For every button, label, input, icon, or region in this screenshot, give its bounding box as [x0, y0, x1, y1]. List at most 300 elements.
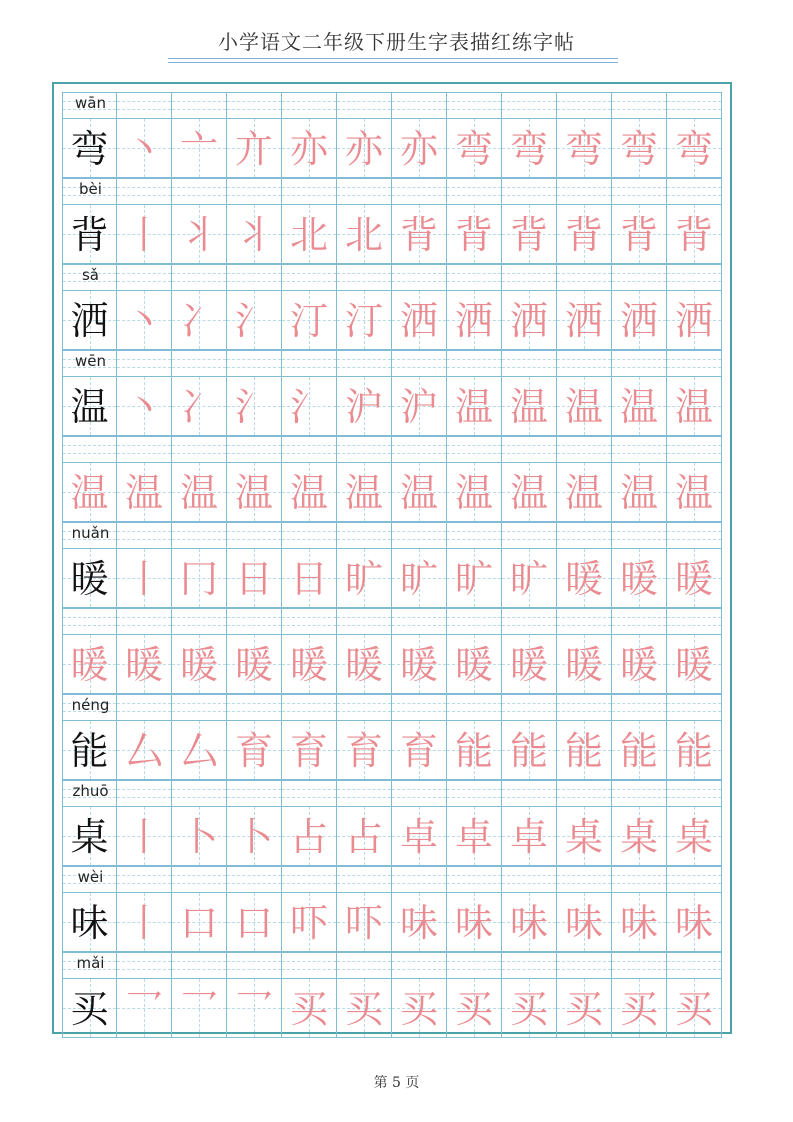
pinyin-cell	[227, 178, 282, 204]
writing-cell[interactable]	[502, 290, 557, 350]
writing-cell[interactable]	[447, 892, 502, 952]
writing-cell[interactable]	[227, 118, 282, 178]
trace-stroke-stage: 亣	[234, 127, 273, 171]
pinyin-cell	[447, 694, 502, 720]
trace-stroke-stage: 背	[564, 213, 603, 257]
spacer-cell	[172, 436, 227, 462]
writing-cell[interactable]	[337, 118, 392, 178]
trace-stroke-stage: 暖	[564, 557, 603, 601]
writing-cell[interactable]	[502, 978, 557, 1038]
writing-cell[interactable]	[502, 462, 557, 522]
writing-cell[interactable]	[282, 634, 337, 694]
pinyin-cell	[117, 694, 172, 720]
writing-cell[interactable]	[117, 548, 172, 608]
pinyin-cell	[62, 522, 117, 548]
writing-cell[interactable]	[282, 204, 337, 264]
writing-cell[interactable]	[172, 118, 227, 178]
trace-stroke-stage: 味	[399, 901, 438, 945]
pinyin-cell	[392, 350, 447, 376]
writing-cell[interactable]	[62, 376, 117, 436]
trace-stroke-stage: 汀	[344, 299, 383, 343]
writing-cell[interactable]	[172, 806, 227, 866]
writing-cell[interactable]	[62, 548, 117, 608]
writing-cell[interactable]	[502, 118, 557, 178]
writing-cell[interactable]	[62, 806, 117, 866]
writing-cell[interactable]	[392, 634, 447, 694]
character-row	[62, 892, 722, 952]
trace-character: 暖	[674, 643, 713, 687]
writing-cell[interactable]	[447, 548, 502, 608]
trace-stroke-stage: 味	[454, 901, 493, 945]
writing-cell[interactable]	[557, 634, 612, 694]
trace-stroke-stage: 占	[344, 815, 383, 859]
writing-cell[interactable]	[282, 462, 337, 522]
trace-stroke-stage: 旷	[344, 557, 383, 601]
pinyin-cell	[447, 264, 502, 290]
writing-cell[interactable]	[227, 720, 282, 780]
spacer-cell	[557, 608, 612, 634]
pinyin-cell	[502, 92, 557, 118]
pinyin-cell	[447, 92, 502, 118]
writing-cell[interactable]	[502, 720, 557, 780]
trace-stroke-stage: 旷	[454, 557, 493, 601]
writing-cell[interactable]	[62, 720, 117, 780]
pinyin-label: sǎ	[81, 266, 99, 284]
trace-stroke-stage: 卜	[179, 815, 218, 859]
pinyin-cell	[172, 780, 227, 806]
writing-cell[interactable]	[392, 892, 447, 952]
writing-cell[interactable]	[447, 978, 502, 1038]
writing-cell[interactable]	[392, 118, 447, 178]
writing-cell[interactable]	[172, 892, 227, 952]
trace-stroke-stage: 乛	[124, 987, 163, 1031]
writing-cell[interactable]	[447, 376, 502, 436]
writing-cell[interactable]	[392, 376, 447, 436]
trace-stroke-stage: 暖	[674, 557, 713, 601]
writing-cell[interactable]	[282, 978, 337, 1038]
trace-stroke-stage: 能	[674, 729, 713, 773]
writing-cell[interactable]	[502, 204, 557, 264]
writing-cell[interactable]	[557, 720, 612, 780]
writing-cell[interactable]	[62, 204, 117, 264]
pinyin-cell	[667, 866, 722, 892]
trace-character: 暖	[179, 643, 218, 687]
writing-cell[interactable]	[62, 462, 117, 522]
pinyin-row	[62, 522, 722, 548]
writing-cell[interactable]	[667, 806, 722, 866]
trace-stroke-stage: 卓	[399, 815, 438, 859]
trace-stroke-stage: 厶	[179, 729, 218, 773]
trace-stroke-stage: 丨	[124, 557, 163, 601]
pinyin-cell	[502, 952, 557, 978]
spacer-row	[62, 608, 722, 634]
writing-cell[interactable]	[337, 978, 392, 1038]
trace-character: 温	[124, 471, 163, 515]
writing-cell[interactable]	[667, 978, 722, 1038]
trace-stroke-stage: 暖	[619, 557, 658, 601]
practice-sheet	[52, 82, 732, 1034]
trace-stroke-stage: 能	[454, 729, 493, 773]
writing-cell[interactable]	[612, 290, 667, 350]
pinyin-cell	[612, 522, 667, 548]
spacer-cell	[282, 608, 337, 634]
writing-cell[interactable]	[172, 376, 227, 436]
writing-cell[interactable]	[227, 548, 282, 608]
trace-character: 暖	[509, 643, 548, 687]
writing-cell[interactable]	[227, 978, 282, 1038]
trace-stroke-stage: 冂	[179, 557, 218, 601]
pinyin-cell	[172, 694, 227, 720]
pinyin-label: nuǎn	[71, 524, 110, 542]
writing-cell[interactable]	[282, 548, 337, 608]
writing-cell[interactable]	[502, 634, 557, 694]
trace-stroke-stage: 育	[344, 729, 383, 773]
writing-cell[interactable]	[392, 720, 447, 780]
writing-cell[interactable]	[612, 720, 667, 780]
writing-cell[interactable]	[172, 634, 227, 694]
trace-stroke-stage: 温	[564, 385, 603, 429]
writing-cell[interactable]	[667, 376, 722, 436]
pinyin-cell	[282, 952, 337, 978]
writing-cell[interactable]	[612, 204, 667, 264]
model-character: 洒	[70, 299, 109, 343]
writing-cell[interactable]	[62, 290, 117, 350]
writing-cell[interactable]	[62, 978, 117, 1038]
trace-stroke-stage: 背	[509, 213, 548, 257]
writing-cell[interactable]	[117, 892, 172, 952]
writing-cell[interactable]	[557, 892, 612, 952]
writing-cell[interactable]	[62, 634, 117, 694]
trace-stroke-stage: 氵	[234, 385, 273, 429]
writing-cell[interactable]	[282, 118, 337, 178]
pinyin-cell	[62, 952, 117, 978]
writing-cell[interactable]	[117, 118, 172, 178]
pinyin-cell	[502, 264, 557, 290]
pinyin-cell	[612, 952, 667, 978]
writing-cell[interactable]	[337, 634, 392, 694]
trace-character: 暖	[344, 643, 383, 687]
trace-stroke-stage: 卜	[234, 815, 273, 859]
writing-cell[interactable]	[227, 892, 282, 952]
trace-stroke-stage: 洒	[564, 299, 603, 343]
writing-cell[interactable]	[117, 204, 172, 264]
pinyin-cell	[667, 522, 722, 548]
trace-character: 温	[70, 471, 109, 515]
pinyin-cell	[667, 952, 722, 978]
character-row	[62, 548, 722, 608]
pinyin-cell	[172, 522, 227, 548]
trace-character: 温	[234, 471, 273, 515]
trace-stroke-stage: 北	[289, 213, 328, 257]
writing-cell[interactable]	[612, 548, 667, 608]
writing-cell[interactable]	[557, 978, 612, 1038]
title-rule	[168, 58, 618, 59]
pinyin-cell	[557, 694, 612, 720]
trace-character: 暖	[399, 643, 438, 687]
model-character: 弯	[70, 127, 109, 171]
writing-cell[interactable]	[337, 892, 392, 952]
trace-stroke-stage: 背	[619, 213, 658, 257]
pinyin-cell	[227, 866, 282, 892]
pinyin-cell	[117, 780, 172, 806]
writing-cell[interactable]	[392, 204, 447, 264]
pinyin-cell	[227, 522, 282, 548]
writing-cell[interactable]	[337, 806, 392, 866]
writing-cell[interactable]	[612, 118, 667, 178]
trace-stroke-stage: 买	[399, 987, 438, 1031]
pinyin-row	[62, 952, 722, 978]
pinyin-cell	[117, 952, 172, 978]
pinyin-cell	[62, 780, 117, 806]
pinyin-cell	[612, 350, 667, 376]
trace-stroke-stage: 丬	[179, 213, 218, 257]
trace-stroke-stage: 买	[454, 987, 493, 1031]
pinyin-cell	[282, 92, 337, 118]
writing-cell[interactable]	[502, 806, 557, 866]
writing-cell[interactable]	[502, 892, 557, 952]
pinyin-cell	[227, 92, 282, 118]
writing-cell[interactable]	[282, 290, 337, 350]
pinyin-cell	[337, 780, 392, 806]
trace-character: 温	[344, 471, 383, 515]
writing-cell[interactable]	[502, 376, 557, 436]
model-character: 桌	[70, 815, 109, 859]
spacer-cell	[227, 608, 282, 634]
trace-stroke-stage: 丨	[124, 213, 163, 257]
writing-cell[interactable]	[612, 462, 667, 522]
trace-stroke-stage: 背	[399, 213, 438, 257]
pinyin-cell	[502, 780, 557, 806]
writing-cell[interactable]	[227, 290, 282, 350]
writing-cell[interactable]	[117, 978, 172, 1038]
spacer-cell	[392, 608, 447, 634]
trace-character: 暖	[289, 643, 328, 687]
trace-stroke-stage: 能	[509, 729, 548, 773]
trace-stroke-stage: 味	[619, 901, 658, 945]
writing-cell[interactable]	[172, 290, 227, 350]
pinyin-cell	[447, 952, 502, 978]
writing-cell[interactable]	[447, 118, 502, 178]
writing-cell[interactable]	[172, 720, 227, 780]
page-number: 第 5 页	[373, 1075, 420, 1091]
writing-cell[interactable]	[62, 892, 117, 952]
writing-cell[interactable]	[62, 118, 117, 178]
trace-stroke-stage: 背	[454, 213, 493, 257]
trace-stroke-stage: 弯	[564, 127, 603, 171]
writing-cell[interactable]	[282, 376, 337, 436]
trace-stroke-stage: 亦	[344, 127, 383, 171]
trace-stroke-stage: 育	[289, 729, 328, 773]
writing-cell[interactable]	[337, 462, 392, 522]
writing-cell[interactable]	[172, 462, 227, 522]
trace-stroke-stage: 背	[674, 213, 713, 257]
pinyin-cell	[557, 866, 612, 892]
writing-cell[interactable]	[117, 720, 172, 780]
writing-cell[interactable]	[392, 462, 447, 522]
writing-cell[interactable]	[117, 290, 172, 350]
writing-cell[interactable]	[282, 720, 337, 780]
pinyin-cell	[392, 866, 447, 892]
trace-stroke-stage: 桌	[564, 815, 603, 859]
writing-cell[interactable]	[667, 118, 722, 178]
pinyin-cell	[62, 694, 117, 720]
trace-stroke-stage: 洒	[399, 299, 438, 343]
writing-cell[interactable]	[502, 548, 557, 608]
writing-cell[interactable]	[557, 806, 612, 866]
trace-stroke-stage: 亦	[289, 127, 328, 171]
writing-cell[interactable]	[557, 204, 612, 264]
writing-cell[interactable]	[557, 290, 612, 350]
pinyin-cell	[667, 694, 722, 720]
character-row	[62, 204, 722, 264]
spacer-cell	[667, 436, 722, 462]
writing-cell[interactable]	[172, 548, 227, 608]
writing-cell[interactable]	[447, 720, 502, 780]
spacer-cell	[282, 436, 337, 462]
pinyin-cell	[392, 952, 447, 978]
writing-cell[interactable]	[172, 978, 227, 1038]
pinyin-cell	[172, 92, 227, 118]
writing-cell[interactable]	[612, 376, 667, 436]
writing-cell[interactable]	[447, 634, 502, 694]
writing-cell[interactable]	[337, 548, 392, 608]
spacer-cell	[447, 436, 502, 462]
model-character: 味	[70, 901, 109, 945]
writing-cell[interactable]	[337, 290, 392, 350]
writing-cell[interactable]	[667, 892, 722, 952]
writing-cell[interactable]	[667, 290, 722, 350]
writing-cell[interactable]	[282, 806, 337, 866]
writing-cell[interactable]	[447, 204, 502, 264]
writing-cell[interactable]	[282, 892, 337, 952]
trace-stroke-stage: 氵	[234, 299, 273, 343]
pinyin-cell	[172, 866, 227, 892]
trace-stroke-stage: 口	[179, 901, 218, 945]
character-row	[62, 720, 722, 780]
pinyin-cell	[227, 264, 282, 290]
writing-cell[interactable]	[667, 634, 722, 694]
trace-stroke-stage: 日	[234, 557, 273, 601]
pinyin-cell	[447, 522, 502, 548]
pinyin-cell	[667, 350, 722, 376]
pinyin-cell	[502, 694, 557, 720]
writing-cell[interactable]	[172, 204, 227, 264]
writing-cell[interactable]	[392, 806, 447, 866]
writing-cell[interactable]	[337, 720, 392, 780]
writing-cell[interactable]	[557, 548, 612, 608]
model-character: 暖	[70, 557, 109, 601]
writing-cell[interactable]	[557, 462, 612, 522]
trace-stroke-stage: 北	[344, 213, 383, 257]
writing-cell[interactable]	[227, 806, 282, 866]
writing-cell[interactable]	[667, 548, 722, 608]
writing-cell[interactable]	[117, 376, 172, 436]
writing-cell[interactable]	[392, 548, 447, 608]
writing-cell[interactable]	[337, 376, 392, 436]
pinyin-cell	[172, 264, 227, 290]
trace-stroke-stage: 买	[344, 987, 383, 1031]
pinyin-cell	[667, 92, 722, 118]
spacer-cell	[502, 436, 557, 462]
pinyin-row	[62, 694, 722, 720]
writing-cell[interactable]	[227, 462, 282, 522]
writing-cell[interactable]	[612, 978, 667, 1038]
spacer-cell	[227, 436, 282, 462]
trace-character: 温	[179, 471, 218, 515]
pinyin-cell	[502, 178, 557, 204]
spacer-cell	[557, 436, 612, 462]
writing-cell[interactable]	[117, 806, 172, 866]
spacer-cell	[502, 608, 557, 634]
pinyin-cell	[62, 178, 117, 204]
pinyin-cell	[337, 350, 392, 376]
pinyin-cell	[282, 780, 337, 806]
writing-cell[interactable]	[557, 118, 612, 178]
pinyin-cell	[447, 178, 502, 204]
writing-cell[interactable]	[117, 462, 172, 522]
writing-cell[interactable]	[557, 376, 612, 436]
pinyin-cell	[447, 866, 502, 892]
trace-stroke-stage: 丬	[234, 213, 273, 257]
writing-cell[interactable]	[447, 806, 502, 866]
character-row	[62, 290, 722, 350]
pinyin-cell	[337, 92, 392, 118]
trace-character: 温	[674, 471, 713, 515]
writing-cell[interactable]	[447, 290, 502, 350]
pinyin-cell	[392, 264, 447, 290]
writing-cell[interactable]	[612, 806, 667, 866]
pinyin-label: bèi	[79, 180, 102, 198]
pinyin-label: zhuō	[72, 782, 109, 800]
writing-cell[interactable]	[227, 376, 282, 436]
writing-cell[interactable]	[667, 204, 722, 264]
pinyin-cell	[337, 694, 392, 720]
writing-cell[interactable]	[612, 892, 667, 952]
trace-stroke-stage: 温	[619, 385, 658, 429]
writing-cell[interactable]	[227, 204, 282, 264]
writing-cell[interactable]	[667, 720, 722, 780]
spacer-cell	[117, 436, 172, 462]
spacer-cell	[172, 608, 227, 634]
pinyin-cell	[117, 92, 172, 118]
writing-cell[interactable]	[447, 462, 502, 522]
trace-stroke-stage: 买	[619, 987, 658, 1031]
model-character: 买	[70, 987, 109, 1031]
writing-cell[interactable]	[392, 290, 447, 350]
pinyin-cell	[62, 92, 117, 118]
pinyin-cell	[282, 866, 337, 892]
title-rule	[168, 62, 618, 63]
writing-cell[interactable]	[392, 978, 447, 1038]
character-row	[62, 978, 722, 1038]
trace-stroke-stage: 亠	[179, 127, 218, 171]
trace-stroke-stage: 丶	[124, 127, 163, 171]
trace-stroke-stage: 吓	[289, 901, 328, 945]
writing-cell[interactable]	[117, 634, 172, 694]
writing-cell[interactable]	[667, 462, 722, 522]
pinyin-cell	[117, 264, 172, 290]
writing-cell[interactable]	[612, 634, 667, 694]
writing-cell[interactable]	[337, 204, 392, 264]
pinyin-row	[62, 866, 722, 892]
pinyin-cell	[117, 178, 172, 204]
trace-stroke-stage: 弯	[674, 127, 713, 171]
trace-character: 暖	[234, 643, 273, 687]
pinyin-cell	[172, 178, 227, 204]
writing-cell[interactable]	[227, 634, 282, 694]
trace-character: 温	[619, 471, 658, 515]
page-title: 小学语文二年级下册生字表描红练字帖	[218, 30, 575, 54]
